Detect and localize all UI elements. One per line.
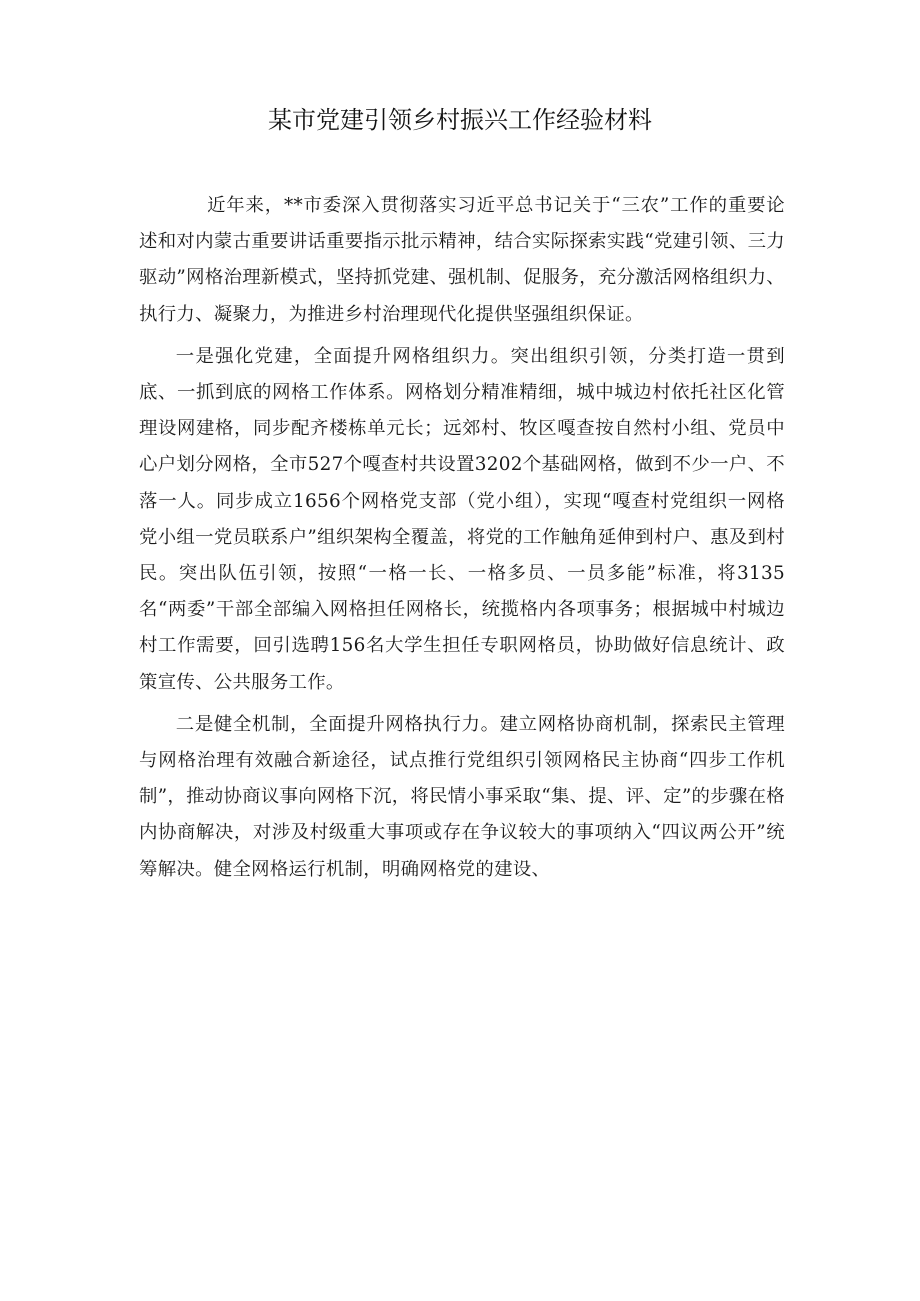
document-title: 某市党建引领乡村振兴工作经验材料 (268, 106, 652, 134)
paragraph-intro: 近年来，**市委深入贯彻落实习近平总书记关于“三农”工作的重要论述和对内蒙古重要讲话重要指示批示精神，结合实际探索实践“党建引领、三力驱动”网格治理新模式，坚持抓党建、强机制、促服务，充分激活网格组织力、执行力、凝聚力，为推进乡村治理现代化提供坚强组织保证。 (139, 195, 785, 325)
document-body (139, 188, 785, 894)
paragraph-mechanism: 二是健全机制，全面提升网格执行力。建立网格协商机制，探索民主管理与网格治理有效融合新途径，试点推行党组织引领网格民主协商“四步工作机制”，推动协商议事向网格下沉，将民情小事采取“集、提、评、定”的步骤在格内协商解决，对涉及村级重大事项或存在争议较大的事项纳入“四议两公开”统筹解决。健全网格运行机制，明确网格党的建设、 (139, 713, 785, 880)
paragraph-party-building: 一是强化党建，全面提升网格组织力。突出组织引领，分类打造一贯到底、一抓到底的网格工作体系。网格划分精准精细，城中城边村依托社区化管理设网建格，同步配齐楼栋单元长；远郊村、牧区嘎查按自然村小组、党员中心户划分网格，全市527个嘎查村共设置3202个基础网格，做到不少一户、不落一人。同步成立1656个网格党支部（党小组），实现“嘎查村党组织一网格党小组一党员联系户”组织架构全覆盖，将党的工作触角延伸到村户、惠及到村民。突出队伍引领，按照“一格一长、一格多员、一员多能”标准，将3135名“两委”干部全部编入网格担任网格长，统揽格内各项事务；根据城中村城边村工作需要，回引选聘156名大学生担任专职网格员，协助做好信息统计、政策宣传、公共服务工作。 (139, 345, 785, 693)
